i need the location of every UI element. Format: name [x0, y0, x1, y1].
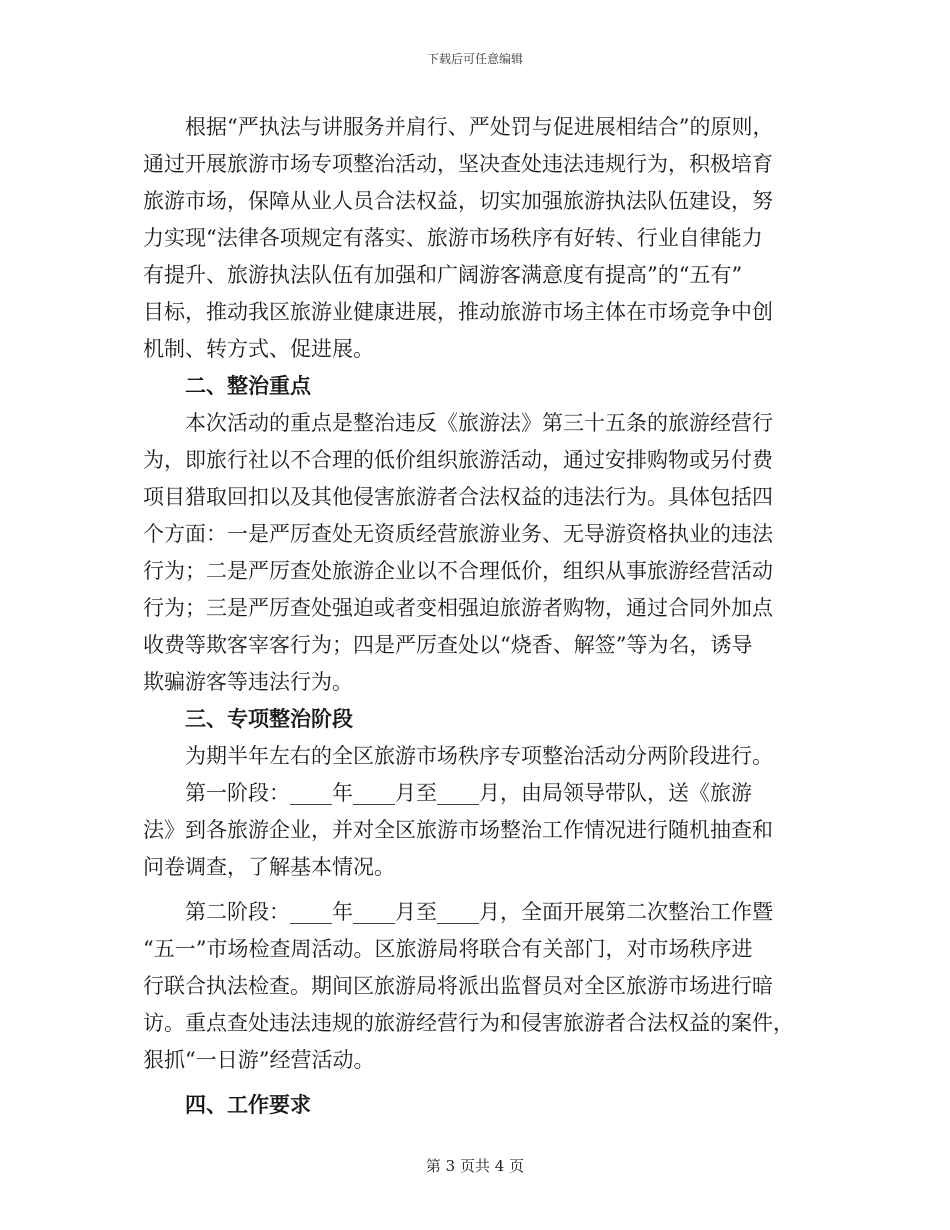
paragraph-stage-two: [143, 894, 805, 1079]
text-line: 本次活动的重点是整治违反《旅游法》第三十五条的旅游经营行: [185, 411, 773, 435]
text-line: “五一”市场检查周活动。区旅游局将联合有关部门，对市场秩序进: [143, 937, 753, 961]
text-line: 狠抓“一日游”经营活动。: [143, 1048, 375, 1072]
text-line: 欺骗游客等违法行为。: [143, 670, 353, 694]
page-footer: 第 3 页共 4 页: [425, 1157, 525, 1175]
text-line: 为，即旅行社以不合理的低价组织旅游活动，通过安排购物或另付费: [143, 448, 773, 472]
text-line: 通过开展旅游市场专项整治活动，坚决查处违法违规行为，积极培育: [143, 152, 773, 176]
section-heading-2: 二、整治重点: [185, 374, 311, 398]
text-line: 行为；二是严厉查处旅游企业以不合理低价，组织从事旅游经营活动: [143, 559, 773, 583]
text-line: 问卷调查，了解基本情况。: [143, 855, 395, 879]
paragraph-principles: [143, 109, 805, 368]
paragraph-focus: [143, 405, 805, 701]
paragraph-overview: 为期半年左右的全区旅游市场秩序专项整治活动分两阶段进行。: [185, 744, 773, 768]
text-line: 旅游市场，保障从业人员合法权益，切实加强旅游执法队伍建设，努: [143, 189, 773, 213]
text-line: 根据“严执法与讲服务并肩行、严处罚与促进展相结合”的原则，: [185, 115, 774, 139]
text-line: 机制、转方式、促进展。: [143, 337, 374, 361]
text-line: 第二阶段：____年____月至____月，全面开展第二次整治工作暨: [185, 900, 773, 924]
text-line: 个方面：一是严厉查处无资质经营旅游业务、无导游资格执业的违法: [143, 522, 773, 546]
section-heading-4: 四、工作要求: [185, 1093, 311, 1117]
text-line: 项目猎取回扣以及其他侵害旅游者合法权益的违法行为。具体包括四: [143, 485, 773, 509]
section-heading-3: 三、专项整治阶段: [185, 707, 353, 731]
text-line: 行为；三是严厉查处强迫或者变相强迫旅游者购物，通过合同外加点: [143, 596, 773, 620]
text-line: 访。重点查处违法违规的旅游经营行为和侵害旅游者合法权益的案件，: [143, 1011, 794, 1035]
text-line: 第一阶段：____年____月至____月，由局领导带队，送《旅游: [185, 781, 752, 805]
text-line: 行联合执法检查。期间区旅游局将派出监督员对全区旅游市场进行暗: [143, 974, 773, 998]
text-line: 力实现“法律各项规定有落实、旅游市场秩序有好转、行业自律能力: [143, 226, 763, 250]
text-line: 法》到各旅游企业，并对全区旅游市场整治工作情况进行随机抽查和: [143, 818, 773, 842]
page-header: 下载后可任意编辑: [426, 52, 523, 66]
paragraph-stage-one: [143, 775, 805, 886]
text-line: 目标，推动我区旅游业健康进展，推动旅游市场主体在市场竞争中创: [143, 300, 773, 324]
document-body: [143, 109, 805, 1124]
text-line: 收费等欺客宰客行为；四是严厉查处以“烧香、解签”等为名，诱导: [143, 633, 753, 657]
text-line: 有提升、旅游执法队伍有加强和广阔游客满意度有提高”的“五有”: [143, 263, 743, 287]
